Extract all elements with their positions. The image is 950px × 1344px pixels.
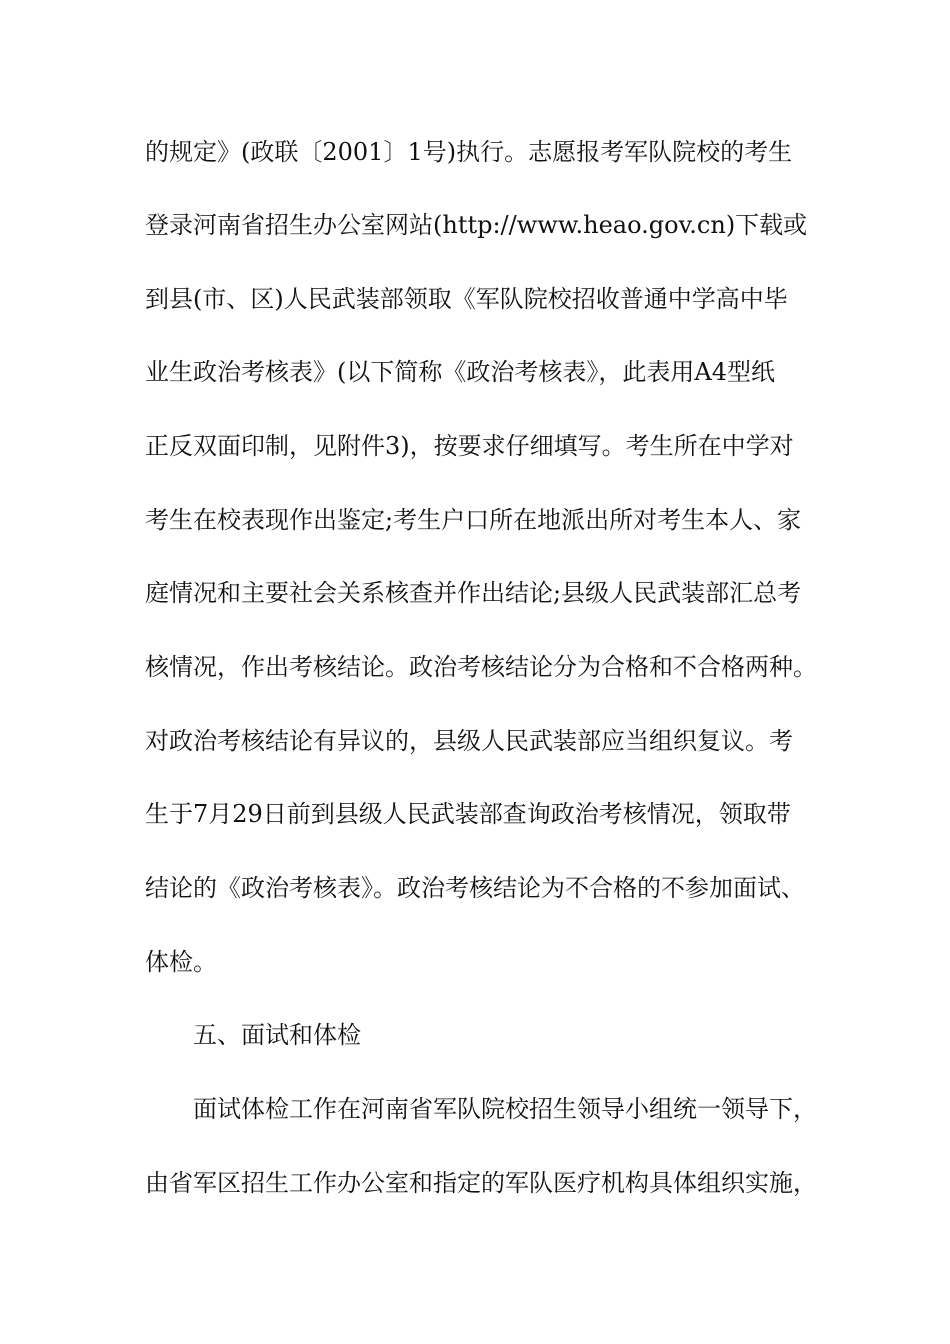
section-heading: 五、面试和体检 <box>193 1021 361 1049</box>
text-line-12: 体检。 <box>145 948 217 976</box>
text-line-5: 正反双面印制，见附件3)，按要求仔细填写。考生所在中学对 <box>145 432 794 460</box>
text-line-6: 考生在校表现作出鉴定;考生户口所在地派出所对考生本人、家 <box>145 506 802 534</box>
text-line-1: 的规定》(政联〔2001〕1号)执行。志愿报考军队院校的考生 <box>145 138 793 166</box>
text-line-3: 到县(市、区)人民武装部领取《军队院校招收普通中学高中毕 <box>145 285 788 313</box>
text-line-14: 面试体检工作在河南省军队院校招生领导小组统一领导下， <box>193 1095 817 1123</box>
text-line-4: 业生政治考核表》(以下简称《政治考核表》，此表用A4型纸 <box>145 358 775 386</box>
text-line-10: 生于7月29日前到县级人民武装部查询政治考核情况，领取带 <box>145 800 791 828</box>
text-line-15: 由省军区招生工作办公室和指定的军队医疗机构具体组织实施， <box>145 1169 817 1197</box>
text-line-9: 对政治考核结论有异议的，县级人民武装部应当组织复议。考 <box>145 727 793 755</box>
text-line-8: 核情况，作出考核结论。政治考核结论分为合格和不合格两种。 <box>145 653 817 681</box>
text-line-11: 结论的《政治考核表》。政治考核结论为不合格的不参加面试、 <box>145 874 805 902</box>
text-line-2: 登录河南省招生办公室网站(http://www.heao.gov.cn)下载或 <box>145 211 808 239</box>
text-line-7: 庭情况和主要社会关系核查并作出结论;县级人民武装部汇总考 <box>145 579 802 607</box>
